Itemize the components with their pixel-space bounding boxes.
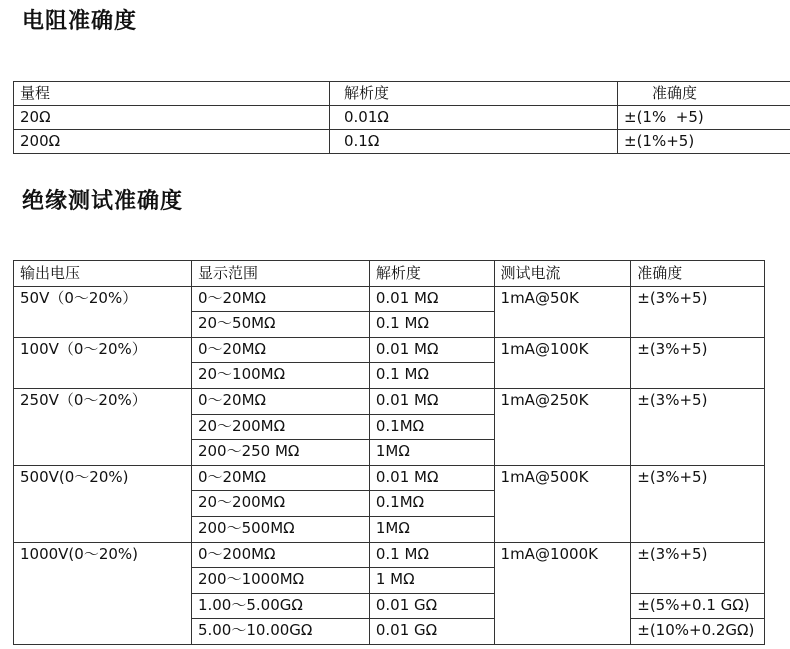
resolution-cell: 1 MΩ	[369, 568, 494, 594]
table-row	[14, 130, 790, 154]
table-row	[14, 388, 765, 414]
range-cell: 0～20MΩ	[191, 388, 369, 414]
resolution-cell: 0.01 MΩ	[369, 337, 494, 363]
resolution-cell: 0.1 MΩ	[369, 363, 494, 389]
accuracy-cell: ±(3%+5)	[631, 337, 765, 388]
voltage-cell: 1000V(0～20%)	[14, 542, 192, 644]
table-header-row	[14, 82, 790, 106]
range-cell: 20～50MΩ	[191, 312, 369, 338]
header-output-voltage: 输出电压	[14, 261, 192, 287]
table-row	[14, 465, 765, 491]
resolution-cell: 0.01Ω	[330, 106, 618, 130]
resolution-cell: 0.01 GΩ	[369, 593, 494, 619]
range-cell: 20～100MΩ	[191, 363, 369, 389]
table-header-row	[14, 261, 765, 287]
resolution-cell: 0.1 MΩ	[369, 542, 494, 568]
resolution-cell: 0.1Ω	[330, 130, 618, 154]
range-cell: 200～500MΩ	[191, 516, 369, 542]
header-resolution: 解析度	[369, 261, 494, 287]
voltage-cell: 500V(0～20%)	[14, 465, 192, 542]
table-row	[14, 337, 765, 363]
voltage-cell: 50V（0～20%）	[14, 286, 192, 337]
current-cell: 1mA@250K	[494, 388, 631, 465]
voltage-cell: 250V（0～20%）	[14, 388, 192, 465]
range-cell: 0～200MΩ	[191, 542, 369, 568]
accuracy-cell: ±(1% +5)	[618, 106, 790, 130]
range-cell: 0～20MΩ	[191, 337, 369, 363]
resolution-cell: 1MΩ	[369, 440, 494, 466]
header-accuracy: 准确度	[631, 261, 765, 287]
range-cell: 200～1000MΩ	[191, 568, 369, 594]
range-cell: 20～200MΩ	[191, 414, 369, 440]
header-resolution: 解析度	[330, 82, 618, 106]
accuracy-cell: ±(3%+5)	[631, 542, 765, 593]
range-cell: 20Ω	[14, 106, 330, 130]
resolution-cell: 0.01 MΩ	[369, 286, 494, 312]
table-row	[14, 542, 765, 568]
resistance-accuracy-table	[13, 81, 790, 154]
current-cell: 1mA@1000K	[494, 542, 631, 644]
header-test-current: 测试电流	[494, 261, 631, 287]
resistance-accuracy-title: 电阻准确度	[22, 9, 138, 34]
table-row	[14, 106, 790, 130]
resolution-cell: 0.01 GΩ	[369, 619, 494, 645]
range-cell: 0～20MΩ	[191, 465, 369, 491]
accuracy-cell: ±(3%+5)	[631, 465, 765, 542]
accuracy-cell: ±(1%+5)	[618, 130, 790, 154]
range-cell: 1.00～5.00GΩ	[191, 593, 369, 619]
accuracy-cell: ±(3%+5)	[631, 286, 765, 337]
range-cell: 200Ω	[14, 130, 330, 154]
current-cell: 1mA@500K	[494, 465, 631, 542]
resolution-cell: 0.1MΩ	[369, 491, 494, 517]
resolution-cell: 1MΩ	[369, 516, 494, 542]
header-range: 量程	[14, 82, 330, 106]
current-cell: 1mA@100K	[494, 337, 631, 388]
accuracy-cell: ±(3%+5)	[631, 388, 765, 465]
insulation-accuracy-table	[13, 260, 765, 645]
voltage-cell: 100V（0～20%）	[14, 337, 192, 388]
current-cell: 1mA@50K	[494, 286, 631, 337]
header-display-range: 显示范围	[191, 261, 369, 287]
header-accuracy: 准确度	[618, 82, 790, 106]
range-cell: 20～200MΩ	[191, 491, 369, 517]
resolution-cell: 0.01 MΩ	[369, 465, 494, 491]
table-row	[14, 286, 765, 312]
range-cell: 0～20MΩ	[191, 286, 369, 312]
insulation-accuracy-title: 绝缘测试准确度	[22, 189, 184, 214]
resolution-cell: 0.1 MΩ	[369, 312, 494, 338]
accuracy-cell: ±(10%+0.2GΩ)	[631, 619, 765, 645]
resolution-cell: 0.1MΩ	[369, 414, 494, 440]
range-cell: 200～250 MΩ	[191, 440, 369, 466]
accuracy-cell: ±(5%+0.1 GΩ)	[631, 593, 765, 619]
resolution-cell: 0.01 MΩ	[369, 388, 494, 414]
range-cell: 5.00～10.00GΩ	[191, 619, 369, 645]
